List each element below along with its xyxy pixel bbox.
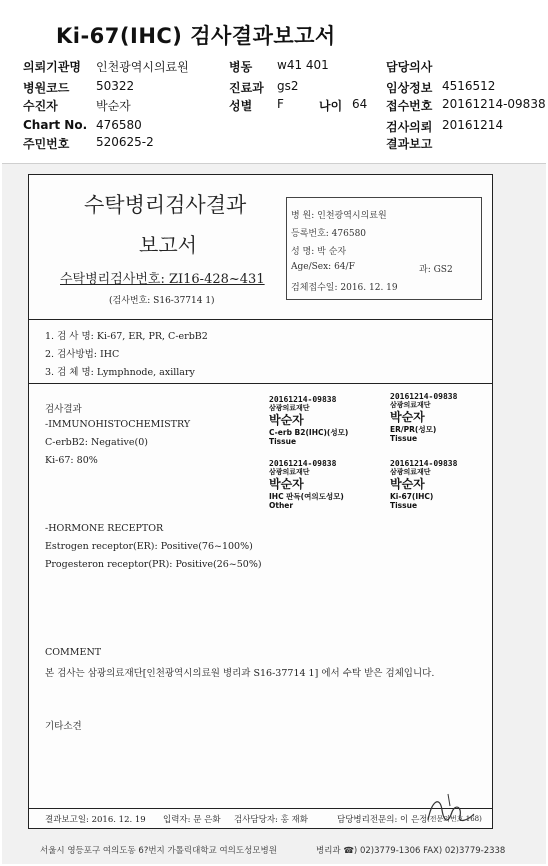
- exam-number: (검사번호: S16-37714 1): [109, 296, 215, 306]
- label-number: 20161214-09838: [269, 459, 337, 468]
- pathologist: 담당병리전문의: 이 은정: [337, 815, 428, 825]
- box-dept: 과: GS2: [419, 265, 453, 275]
- comment-text: 본 검사는 삼광의료재단[인천광역시의료원 병리과 S16-37714 1] 에서 수탁 받은 검체입니다.: [45, 668, 435, 679]
- label-test: Ki-67(IHC): [390, 492, 434, 501]
- clinical-info-value: 4516512: [442, 79, 496, 93]
- label-name: 박순자: [269, 477, 304, 491]
- sex-label: 성별: [229, 99, 253, 113]
- specimen-label: [390, 460, 500, 514]
- hormone-heading: -HORMONE RECEPTOR: [45, 523, 164, 534]
- dept-label: 진료과: [229, 81, 264, 95]
- hospital-address: 서울시 영등포구 여의도동 6?번지 가톨릭대학교 여의도성모병원: [40, 846, 277, 856]
- test-info-section: [29, 320, 492, 384]
- age-label: 나이: [319, 99, 343, 113]
- comment-heading: COMMENT: [45, 647, 102, 658]
- box-age-sex: Age/Sex: 64/F: [291, 262, 355, 272]
- specimen-label: [390, 393, 500, 447]
- label-type: Other: [269, 501, 294, 510]
- hospital-code-value: 50322: [96, 79, 135, 93]
- hospital-value: 인천광역시의료원: [96, 60, 189, 74]
- receipt-no-label: 접수번호: [386, 99, 433, 113]
- label-test: ER/PR(성모): [390, 425, 437, 434]
- label-test: C-erb B2(IHC)(성모): [269, 428, 349, 437]
- scanned-report: [28, 174, 493, 829]
- specimen: 3. 검 체 명: Lymphnode, axillary: [45, 367, 195, 378]
- label-org: 삼광의료재단: [269, 404, 310, 412]
- request-value: 20161214: [442, 118, 504, 132]
- report-date: 결과보고일: 2016. 12. 19: [45, 815, 146, 825]
- chart-no-label: Chart No.: [23, 118, 88, 132]
- hospital-code-label: 병원코드: [23, 81, 70, 95]
- box-hospital: 병 원: 인천광역시의료원: [291, 211, 387, 221]
- box-reg-no: 등록번호: 476580: [291, 229, 367, 239]
- handwritten-signature: [418, 790, 478, 830]
- specimen-label: [269, 460, 379, 514]
- er-result: Estrogen receptor(ER): Positive(76~100%): [45, 541, 253, 552]
- label-number: 20161214-09838: [390, 459, 458, 468]
- chart-no-value: 476580: [96, 118, 142, 132]
- box-received: 검체접수일: 2016. 12. 19: [291, 283, 398, 293]
- ward-label: 병동: [229, 60, 253, 74]
- hospital-label: 의뢰기관명: [23, 60, 81, 74]
- ward-value: w41 401: [277, 58, 329, 72]
- label-type: Tissue: [390, 501, 418, 510]
- test-name: 1. 검 사 명: Ki-67, ER, PR, C-erbB2: [45, 331, 208, 342]
- department-phone: 병리과 ☎) 02)3779-1306 FAX) 02)3779-2338: [316, 846, 506, 856]
- results-section: [29, 384, 492, 809]
- input-person: 입력자: 문 은화: [163, 815, 221, 825]
- reference-number: 수탁병리검사번호: ZI16-428~431: [60, 272, 265, 287]
- label-test: IHC 판독(여의도성모): [269, 492, 344, 501]
- patient-label: 수진자: [23, 99, 58, 113]
- label-name: 박순자: [390, 410, 425, 424]
- report-header-section: [29, 175, 492, 320]
- license-number: (전문의번호 168): [427, 815, 482, 823]
- label-org: 삼광의료재단: [390, 468, 431, 476]
- ki67-result: Ki-67: 80%: [45, 455, 98, 466]
- box-name: 성 명: 박 순자: [291, 247, 347, 257]
- doctor-label: 담당의사: [386, 60, 433, 74]
- report-title: Ki-67(IHC) 검사결과보고서: [56, 24, 336, 48]
- ihc-heading: -IMMUNOHISTOCHEMISTRY: [45, 419, 191, 430]
- label-name: 박순자: [390, 477, 425, 491]
- label-org: 삼광의료재단: [390, 401, 431, 409]
- tester: 검사담당자: 홍 재화: [234, 815, 308, 825]
- resident-no-value: 520625-2: [96, 135, 154, 149]
- request-label: 검사의뢰: [386, 120, 433, 134]
- resident-no-label: 주민번호: [23, 137, 70, 151]
- report-main-title: 수탁병리검사결과: [84, 193, 247, 217]
- dept-value: gs2: [277, 79, 299, 93]
- results-heading: 검사결과: [45, 404, 82, 415]
- specimen-label: [269, 396, 379, 450]
- label-number: 20161214-09838: [390, 392, 458, 401]
- label-type: Tissue: [269, 437, 297, 446]
- pr-result: Progesteron receptor(PR): Positive(26~50%): [45, 559, 262, 570]
- result-report-label: 결과보고: [386, 137, 433, 151]
- report-main-title-2: 보고서: [139, 233, 197, 257]
- label-number: 20161214-09838: [269, 395, 337, 404]
- cerbb2-result: C-erbB2: Negative(0): [45, 437, 148, 448]
- label-type: Tissue: [390, 434, 418, 443]
- test-method: 2. 검사방법: IHC: [45, 349, 120, 360]
- label-org: 삼광의료재단: [269, 468, 310, 476]
- clinical-info-label: 임상정보: [386, 81, 433, 95]
- label-name: 박순자: [269, 413, 304, 427]
- sex-value: F: [277, 97, 284, 111]
- other-findings: 기타소견: [45, 721, 82, 732]
- patient-info-box: [286, 197, 482, 300]
- age-value: 64: [352, 97, 368, 111]
- patient-value: 박순자: [96, 99, 131, 113]
- receipt-no-value: 20161214-09838: [442, 97, 546, 111]
